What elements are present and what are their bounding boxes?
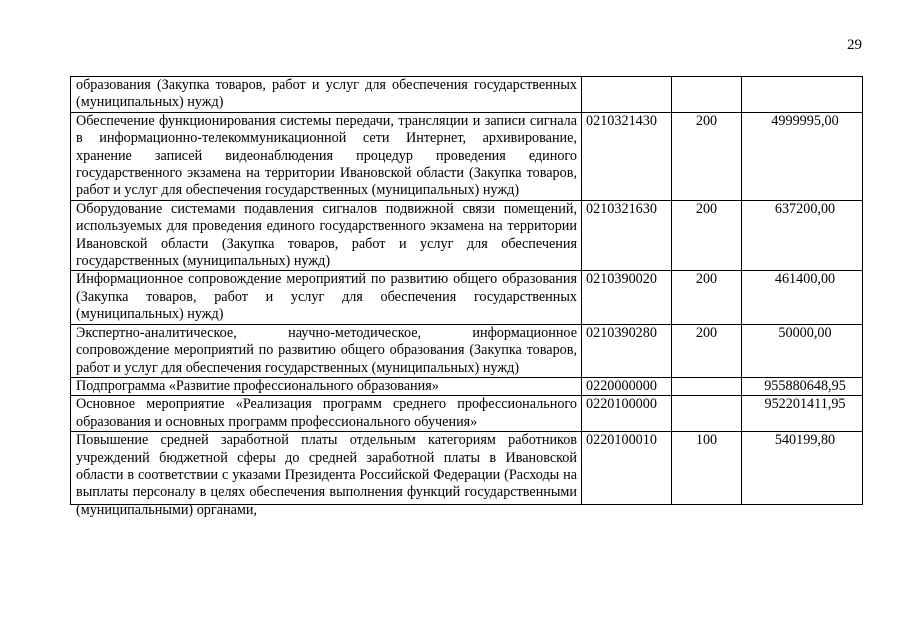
row-type-cell: [672, 77, 742, 113]
row-code-cell: 0210390020: [582, 271, 672, 324]
row-sum-cell: 4999995,00: [742, 112, 863, 200]
row-type-cell: 200: [672, 271, 742, 324]
budget-table: [70, 76, 863, 518]
row-name-cell: Экспертно-аналитическое, научно-методическое, информационное сопровождение мероприятий по развитию общего образования (Закупка товаров, работ и услуг для обеспечения государственных (муниципальных) нужд): [71, 324, 582, 377]
row-name-cell: Обеспечение функционирования системы передачи, трансляции и записи сигнала в информационно-телекоммуникационной сети Интернет, архивирование, хранение записей видеонаблюдения процедур проведения единого государственного экзамена на территории Ивановской области (Закупка товаров, работ и услуг для обеспечения государственных (муниципальных) нужд): [71, 112, 582, 200]
row-sum-cell: 637200,00: [742, 200, 863, 271]
table-row: [71, 112, 863, 200]
table-row: [71, 77, 863, 113]
row-code-cell: 0220100010: [582, 432, 672, 505]
row-code-cell: 0220000000: [582, 377, 672, 395]
row-code-cell: 0210321630: [582, 200, 672, 271]
row-sum-cell: 955880648,95: [742, 377, 863, 395]
row-name-text: Повышение средней заработной платы отдельным категориям работников учреждений бюджетной сферы до средней заработной платы в Ивановской области в соответствии с указами Президента Российской Федерации (Расходы на выплаты персоналу в целях обеспечения выполнения функций государственными (муниципальными) органами,: [76, 432, 577, 518]
row-sum-cell: [742, 77, 863, 113]
row-name-cell: Информационное сопровождение мероприятий по развитию общего образования (Закупка товаров, работ и услуг для обеспечения государственных (муниципальных) нужд): [71, 271, 582, 324]
row-code-cell: 0210321430: [582, 112, 672, 200]
table-row: [71, 396, 863, 432]
row-name-cell: Подпрограмма «Развитие профессионального образования»: [71, 377, 582, 395]
row-name-cell: Оборудование системами подавления сигналов подвижной связи помещений, используемых для проведения единого государственного экзамена на территории Ивановской области (Закупка товаров, работ и услуг для обеспечения государственных (муниципальных) нужд): [71, 200, 582, 271]
table-row: [71, 377, 863, 395]
row-type-cell: 200: [672, 324, 742, 377]
page-number: 29: [847, 37, 862, 53]
table-row: [71, 271, 863, 324]
row-sum-cell: 540199,80: [742, 432, 863, 505]
row-code-cell: [582, 77, 672, 113]
row-name-cell: образования (Закупка товаров, работ и услуг для обеспечения государственных (муниципальных) нужд): [71, 77, 582, 113]
row-code-cell: 0220100000: [582, 396, 672, 432]
row-name-cell: Основное мероприятие «Реализация программ среднего профессионального образования и основных программ профессионального обучения»: [71, 396, 582, 432]
row-sum-cell: 461400,00: [742, 271, 863, 324]
row-name-cell: [71, 432, 582, 518]
row-type-cell: [672, 396, 742, 432]
row-type-cell: [672, 377, 742, 395]
table-row: [71, 200, 863, 271]
row-type-cell: 200: [672, 200, 742, 271]
table-row: [71, 432, 863, 505]
table-row: [71, 324, 863, 377]
row-sum-cell: 50000,00: [742, 324, 863, 377]
row-type-cell: 200: [672, 112, 742, 200]
row-type-cell: 100: [672, 432, 742, 505]
row-code-cell: 0210390280: [582, 324, 672, 377]
row-sum-cell: 952201411,95: [742, 396, 863, 432]
